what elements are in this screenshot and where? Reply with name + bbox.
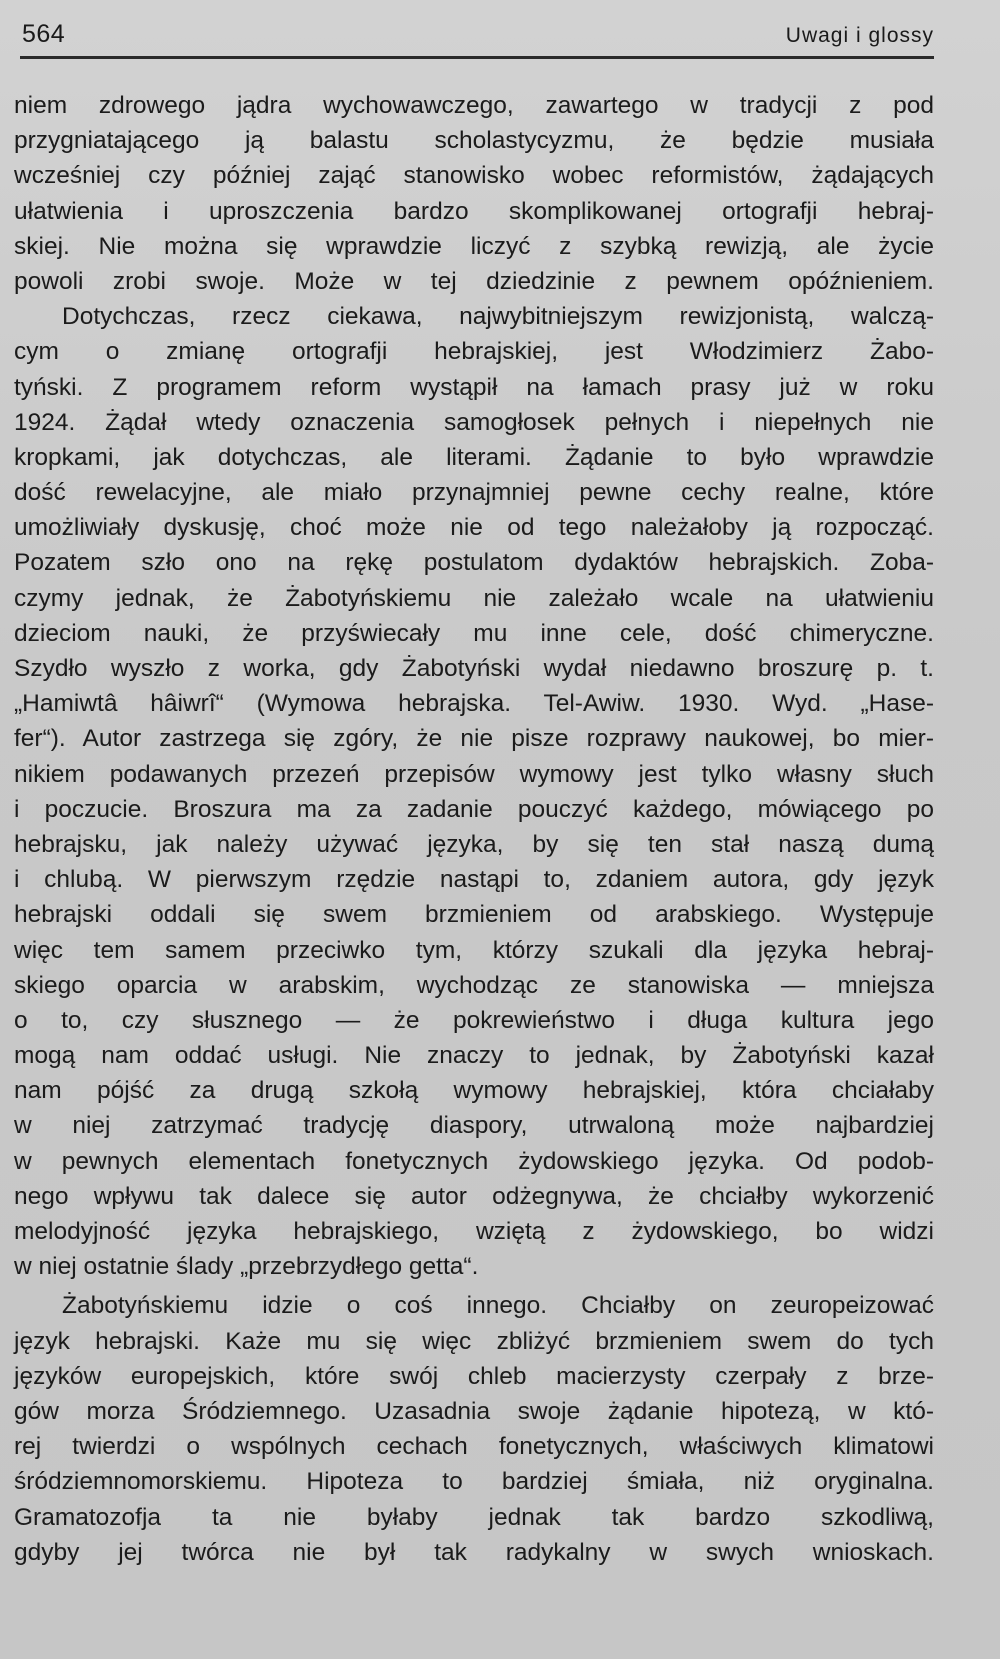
running-title: Uwagi i glossy [785,24,934,47]
text-line: skiej. Nie można się wprawdzie liczyć z szybką rewizją, ale życie [14,232,934,260]
text-line: powoli zrobi swoje. Może w tej dziedzinie z pewnem opóźnieniem. [14,267,934,295]
text-line: gów morza Śródziemnego. Uzasadnia swoje żądanie hipotezą, w któ- [14,1397,934,1425]
text-line: Żabotyńskiemu idzie o coś innego. Chciałby on zeuropeizować [62,1292,934,1320]
text-line: nam pójść za drugą szkołą wymowy hebrajskiej, która chciałaby [14,1077,934,1105]
text-line: w pewnych elementach fonetycznych żydowskiego języka. Od podob- [14,1147,934,1175]
text-line: Szydło wyszło z worka, gdy Żabotyński wydał niedawno broszurę p. t. [14,655,934,682]
text-line: niem zdrowego jądra wychowawczego, zawartego w tradycji z pod [14,92,934,119]
text-line: gdyby jej twórca nie był tak radykalny w swych wnioskach. [14,1538,934,1566]
text-line: melodyjność języka hebrajskiego, wziętą z żydowskiego, bo widzi [14,1218,934,1245]
text-line: Gramatozofja ta nie byłaby jednak tak bardzo szkodliwą, [14,1503,934,1531]
text-line: ułatwienia i uproszczenia bardzo skomplikowanej ortografji hebraj- [14,197,934,225]
page-number: 564 [22,20,66,48]
text-line: „Hamiwtâ hâiwrî“ (Wymowa hebrajska. Tel-Awiw. 1930. Wyd. „Hase- [14,690,934,718]
text-line: dzieciom nauki, że przyświecały mu inne cele, dość chimeryczne. [14,619,934,647]
text-line: w niej ostatnie ślady „przebrzydłego getta“. [14,1253,479,1281]
header-rule [20,56,934,59]
text-line: czymy jednak, że Żabotyńskiemu nie zależało wcale na ułatwieniu [14,584,934,612]
text-line: tyński. Z programem reform wystąpił na łamach prasy już w roku [14,373,934,401]
body-text [14,88,934,1570]
text-line: cym o zmianę ortografji hebrajskiej, jest Włodzimierz Żabo- [14,338,934,366]
text-line: więc tem samem przeciwko tym, którzy szukali dla języka hebraj- [14,936,934,964]
text-line: umożliwiały dyskusję, choć może nie od tego należałoby ją rozpocząć. [14,514,934,542]
text-line: Dotychczas, rzecz ciekawa, najwybitniejszym rewizjonistą, walczą- [62,303,934,331]
paragraph-2 [14,299,934,1284]
text-line: języków europejskich, które swój chleb macierzysty czerpały z brze- [14,1362,934,1390]
text-line: skiego oparcia w arabskim, wychodząc ze stanowiska — mniejsza [14,971,934,999]
paragraph-1 [14,88,934,299]
text-line: dość rewelacyjne, ale miało przynajmniej pewne cechy realne, które [14,479,934,507]
text-line: rej twierdzi o wspólnych cechach fonetycznych, właściwych klimatowi [14,1433,934,1461]
text-line: Pozatem szło ono na rękę postulatom dydaktów hebrajskich. Zoba- [14,549,934,577]
text-line: o to, czy słusznego — że pokrewieństwo i długa kultura jego [14,1006,934,1034]
text-line: i poczucie. Broszura ma za zadanie pouczyć każdego, mówiącego po [14,795,934,823]
text-line: nikiem podawanych przezeń przepisów wymowy jest tylko własny słuch [14,760,934,788]
text-line: fer“). Autor zastrzega się zgóry, że nie pisze rozprawy naukowej, bo mier- [14,725,934,753]
text-line: przygniatającego ją balastu scholastycyzmu, że będzie musiała [14,127,934,155]
text-line: kropkami, jak dotychczas, ale literami. Żądanie to było wprawdzie [14,443,934,471]
text-line: hebrajsku, jak należy używać języka, by się ten stał naszą dumą [14,830,934,858]
text-line: wcześniej czy później zająć stanowisko wobec reformistów, żądających [14,162,934,190]
text-line: i chlubą. W pierwszym rzędzie nastąpi to, zdaniem autora, gdy język [14,866,934,894]
text-line: nego wpływu tak dalece się autor odżegnywa, że chciałby wykorzenić [14,1182,934,1210]
text-line: śródziemnomorskiemu. Hipoteza to bardziej śmiała, niż oryginalna. [14,1468,934,1496]
paragraph-3 [14,1288,934,1570]
text-line: w niej zatrzymać tradycję diaspory, utrwaloną może najbardziej [14,1112,934,1140]
text-line: mogą nam oddać usługi. Nie znaczy to jednak, by Żabotyński kazał [14,1042,934,1070]
text-line: hebrajski oddali się swem brzmieniem od arabskiego. Występuje [14,901,934,929]
running-head [22,20,934,56]
text-line: 1924. Żądał wtedy oznaczenia samogłosek pełnych i niepełnych nie [14,408,934,436]
text-line: język hebrajski. Każe mu się więc zbliżyć brzmieniem swem do tych [14,1327,934,1355]
